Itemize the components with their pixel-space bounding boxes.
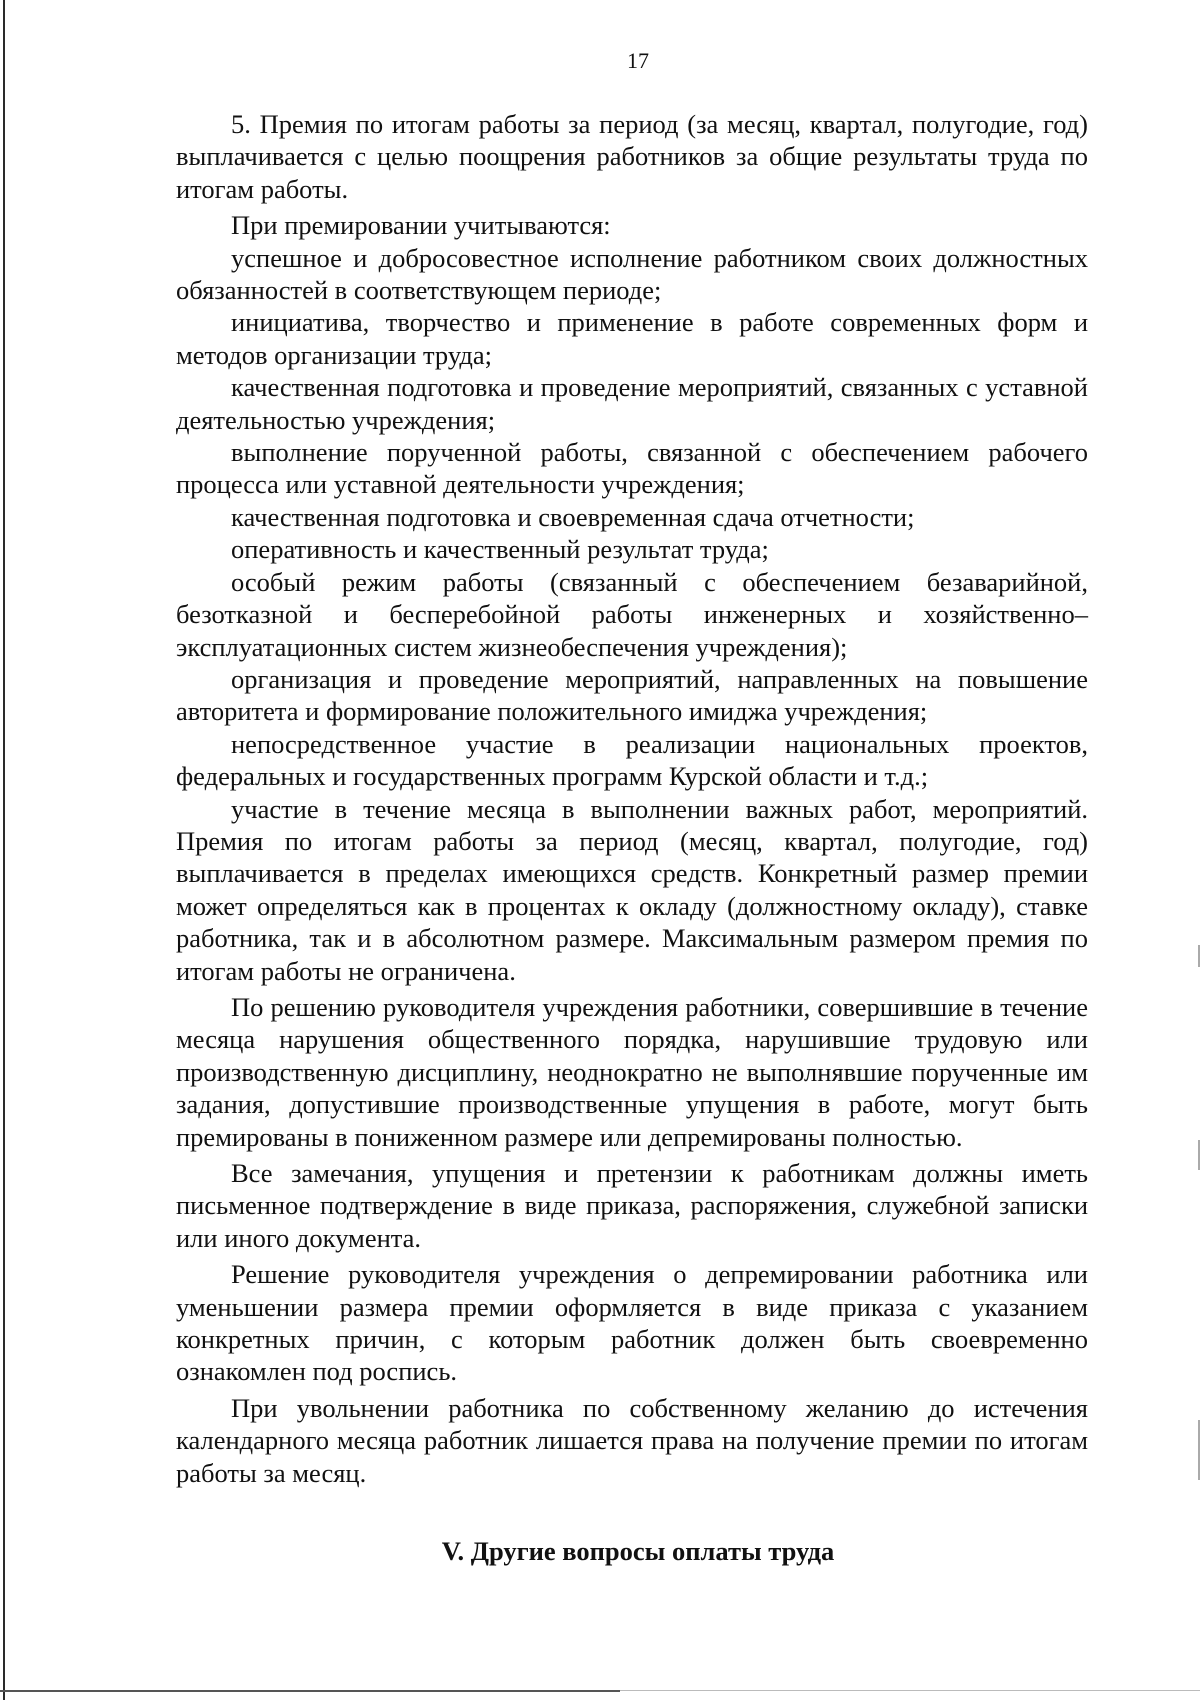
paragraph: качественная подготовка и своевременная сдача отчетности; bbox=[231, 501, 915, 532]
paragraph: непосредственное участие в реализации национальных проектов, федеральных и государственных программ Курской области и т.д.; bbox=[176, 728, 1088, 792]
paragraph: Решение руководителя учреждения о депремировании работника или уменьшении размера премии оформляется в виде приказа с указанием конкретных причин, с которым работник должен быть своевременно ознакомлен под роспись. bbox=[176, 1259, 1088, 1387]
scan-edge-left bbox=[3, 0, 5, 1700]
paragraph: организация и проведение мероприятий, направленных на повышение авторитета и формирование положительного имиджа учреждения; bbox=[176, 663, 1088, 727]
scan-edge-bottom-faint bbox=[620, 1690, 1200, 1691]
scan-edge-bottom bbox=[0, 1690, 620, 1692]
paragraph: При увольнении работника по собственному желанию до истечения календарного месяца работник лишается права на получение премии по итогам работы за месяц. bbox=[176, 1392, 1088, 1488]
page-number: 17 bbox=[627, 48, 649, 73]
paragraph: По решению руководителя учреждения работники, совершившие в течение месяца нарушения общественного порядка, нарушившие трудовую или производственную дисциплину, неоднократно не выполнявшие порученные им задания, допустившие производственные упущения в работе, могут быть премированы в пониженном размере или депремированы полностью. bbox=[176, 991, 1088, 1152]
paragraph: успешное и добросовестное исполнение работником своих должностных обязанностей в соответствующем периоде; bbox=[176, 242, 1088, 306]
section-heading: V. Другие вопросы оплаты труда bbox=[441, 1536, 835, 1566]
paragraph: выполнение порученной работы, связанной с обеспечением рабочего процесса или уставной деятельности учреждения; bbox=[176, 437, 1088, 500]
paragraph: Все замечания, упущения и претензии к работникам должны иметь письменное подтверждение в виде приказа, распоряжения, служебной записки или иного документа. bbox=[176, 1158, 1088, 1253]
paragraph: участие в течение месяца в выполнении важных работ, мероприятий. Премия по итогам работы за период (месяц, квартал, полугодие, год) выплачивается в пределах имеющихся средств. Конкретный размер премии может определяться как в процентах к окладу (должностному окладу), ставке работника, так и в абсолютном размере. Максимальным размером премия по итогам работы не ограничена. bbox=[176, 793, 1088, 986]
paragraph: инициатива, творчество и применение в работе современных форм и методов организации труда; bbox=[176, 307, 1088, 370]
paragraph: При премировании учитываются: bbox=[231, 210, 611, 241]
paragraph: качественная подготовка и проведение мероприятий, связанных с уставной деятельностью учреждения; bbox=[176, 372, 1088, 435]
paragraph: 5. Премия по итогам работы за период (за месяц, квартал, полугодие, год) выплачивается с целью поощрения работников за общие результаты труда по итогам работы. bbox=[176, 109, 1088, 204]
paragraph: оперативность и качественный результат труда; bbox=[231, 534, 769, 565]
body-text bbox=[176, 108, 1088, 1489]
paragraph: особый режим работы (связанный с обеспечением безаварийной, безотказной и бесперебойной работы инженерных и хозяйственно–эксплуатационных систем жизнеобеспечения учреждения); bbox=[176, 566, 1088, 662]
